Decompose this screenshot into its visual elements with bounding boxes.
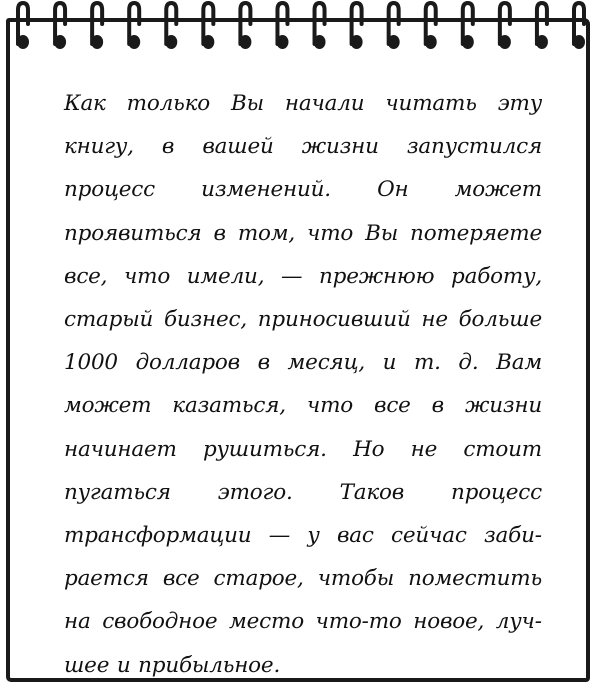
spiral-ring — [276, 3, 288, 49]
spiral-ring — [54, 3, 66, 49]
spiral-ring — [91, 3, 103, 49]
spiral-ring — [351, 3, 363, 49]
spiral-ring — [573, 3, 585, 49]
spiral-ring — [17, 3, 29, 49]
spiral-ring — [239, 3, 251, 49]
spiral-ring — [314, 3, 326, 49]
spiral-binding — [0, 0, 600, 60]
spiral-ring — [499, 3, 511, 49]
spiral-ring — [388, 3, 400, 49]
body-paragraph: Как только Вы начали читать эту книгу, в вашей жизни запустился процесс изменений. Он может проявиться в том, что Вы потеряете все, что имели, — прежнюю работу, старый бизнес, приносивший не больше 1000 долларов в месяц, и т. д. Вам может казаться, что все в жизни начинает рушиться. Но не стоит пугаться этого. Таков процесс трансформации — у вас сейчас забирается все старое, чтобы поместить на свободное место что-то новое, лучшее и прибыльное. — [64, 91, 542, 678]
spiral-ring — [536, 3, 548, 49]
spiral-ring — [202, 3, 214, 49]
spiral-ring — [128, 3, 140, 49]
spiral-ring — [462, 3, 474, 49]
spiral-ring — [165, 3, 177, 49]
spiral-ring — [425, 3, 437, 49]
